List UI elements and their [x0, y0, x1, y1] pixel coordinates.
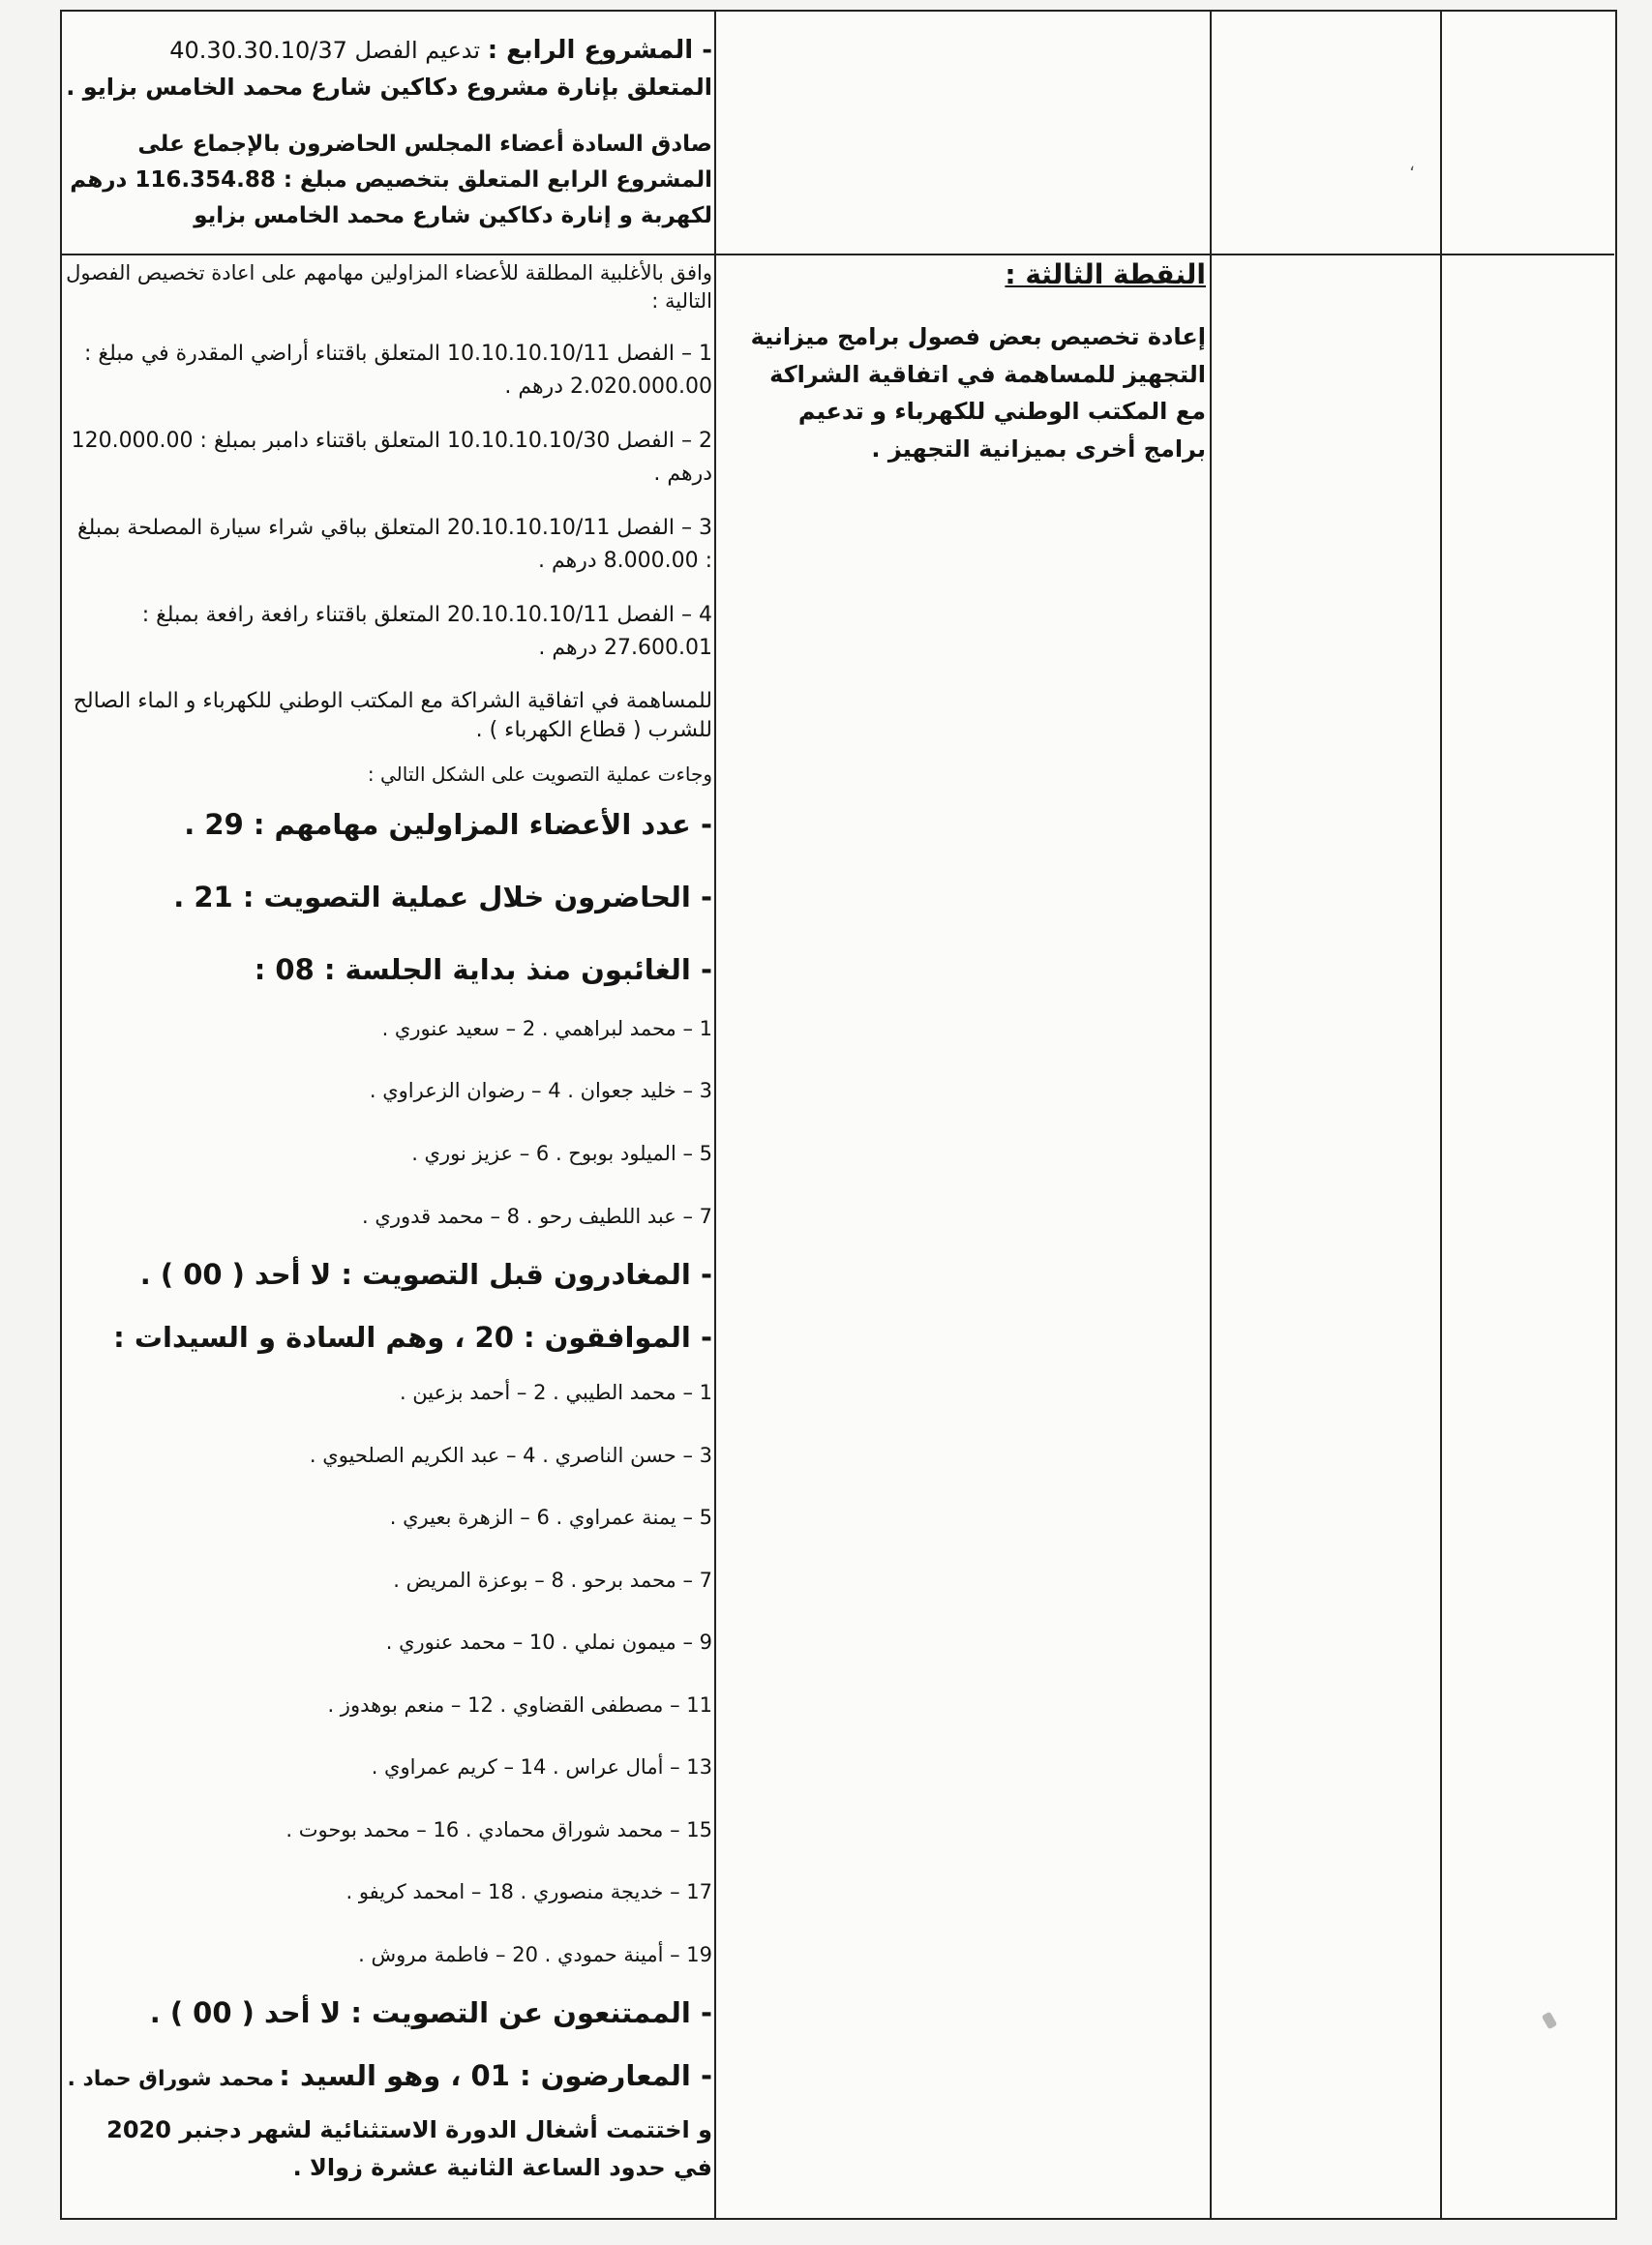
vote-absent: - الغائبون منذ بداية الجلسة : 08 :	[254, 953, 712, 986]
project4-heading: - المشروع الرابع :	[487, 36, 712, 65]
point3-description: إعادة تخصيص بعض فصول برامج ميزانية التجهيز للمساهمة في اتفاقية الشراكة مع المكتب الوطني للكهرباء و تدعيم برامج أخرى بميزانية التجهيز .	[750, 323, 1206, 463]
vote-left-before: - المغادرون قبل التصويت : لا أحد ( 00 ) .	[139, 1258, 712, 1292]
project4-heading-rest: تدعيم الفصل 40.30.30.10/37	[169, 37, 481, 64]
vote-members: - عدد الأعضاء المزاولين مهامهم : 29 .	[184, 808, 712, 842]
decision-block	[64, 259, 712, 2186]
approver-name-row: 9 – ميمون نملي . 10 – محمد عنوري .	[385, 1631, 712, 1655]
decision-purpose: للمساهمة في اتفاقية الشراكة مع المكتب الوطني للكهرباء و الماء الصالح للشرب ( قطاع الكهرباء ) .	[73, 688, 712, 743]
decision-item: 2 – الفصل 10.10.10.10/30 المتعلق باقتناء دامبر بمبلغ : 120.000.00 درهم .	[71, 428, 712, 487]
approver-name-row: 1 – محمد الطيبي . 2 – أحمد بزعين .	[399, 1381, 712, 1404]
absent-name-row: 3 – خليد جعوان . 4 – رضوان الزعراوي .	[369, 1079, 712, 1103]
approver-name-row: 3 – حسن الناصري . 4 – عبد الكريم الصلحيوي .	[309, 1443, 712, 1467]
approver-name-row: 13 – أمال عراس . 14 – كريم عمراوي .	[371, 1755, 712, 1780]
vote-intro: وجاءت عملية التصويت على الشكل التالي :	[367, 763, 712, 787]
approver-name-row: 5 – يمنة عمراوي . 6 – الزهرة بعيري .	[389, 1506, 712, 1530]
decision-intro: وافق بالأغلبية المطلقة للأعضاء المزاولين مهامهم على اعادة تخصيص الفصول التالية :	[66, 261, 712, 314]
vote-objectors-name: محمد شوراق حماد .	[67, 2067, 275, 2092]
approver-name-row: 11 – مصطفى القضاوي . 12 – منعم بوهدوز .	[327, 1692, 712, 1717]
vote-abstain: - الممتنعون عن التصويت : لا أحد ( 00 ) .	[149, 1996, 712, 2030]
closing-statement: و اختتمت أشغال الدورة الاستثنائية لشهر دجنبر 2020 في حدود الساعة الثانية عشرة زوالا .	[106, 2116, 712, 2181]
decision-item: 1 – الفصل 10.10.10.10/11 المتعلق باقتناء أراضي المقدرة في مبلغ : 2.020.000.00 درهم .	[84, 341, 712, 399]
absent-name-row: 7 – عبد اللطيف رحو . 8 – محمد قدوري .	[362, 1204, 712, 1228]
vote-present: - الحاضرون خلال عملية التصويت : 21 .	[173, 881, 712, 914]
approver-name-row: 7 – محمد برحو . 8 – بوعزة المريض .	[393, 1568, 712, 1592]
project4-approval: صادق السادة أعضاء المجلس الحاضرون بالإجماع على المشروع الرابع المتعلق بتخصيص مبلغ : 116.354.88 درهم لكهربة و إنارة دكاكين شارع محمد الخامس بزايو	[70, 132, 712, 229]
vote-objectors-label: - المعارضون : 01 ، وهو السيد :	[279, 2059, 712, 2093]
stray-mark: ،	[1409, 155, 1415, 175]
point3-block	[736, 254, 1206, 467]
point3-title: النقطة الثالثة :	[1005, 258, 1206, 290]
decision-item: 3 – الفصل 20.10.10.10/11 المتعلق بباقي شراء سيارة المصلحة بمبلغ : 8.000.00 درهم .	[76, 516, 712, 574]
column-divider	[714, 10, 716, 2218]
approver-name-row: 17 – خديجة منصوري . 18 – امحمد كريفو .	[345, 1880, 712, 1904]
absent-name-row: 5 – الميلود بوبوح . 6 – عزيز نوري .	[411, 1142, 712, 1166]
absent-name-row: 1 – محمد لبراهمي . 2 – سعيد عنوري .	[381, 1016, 712, 1040]
approver-name-row: 15 – محمد شوراق محمادي . 16 – محمد بوحوت .	[285, 1817, 712, 1841]
vote-approvers: - الموافقون : 20 ، وهم السادة و السيدات :	[113, 1321, 712, 1355]
column-divider	[1440, 10, 1442, 2218]
project4-block	[64, 31, 712, 234]
approver-name-row: 19 – أمينة حمودي . 20 – فاطمة مروش .	[358, 1942, 712, 1966]
column-divider	[1210, 10, 1212, 2218]
decision-item: 4 – الفصل 20.10.10.10/11 المتعلق باقتناء رافعة رافعة بمبلغ : 27.600.01 درهم .	[141, 603, 712, 661]
project4-line2: المتعلق بإنارة مشروع دكاكين شارع محمد الخامس بزايو .	[66, 74, 712, 102]
